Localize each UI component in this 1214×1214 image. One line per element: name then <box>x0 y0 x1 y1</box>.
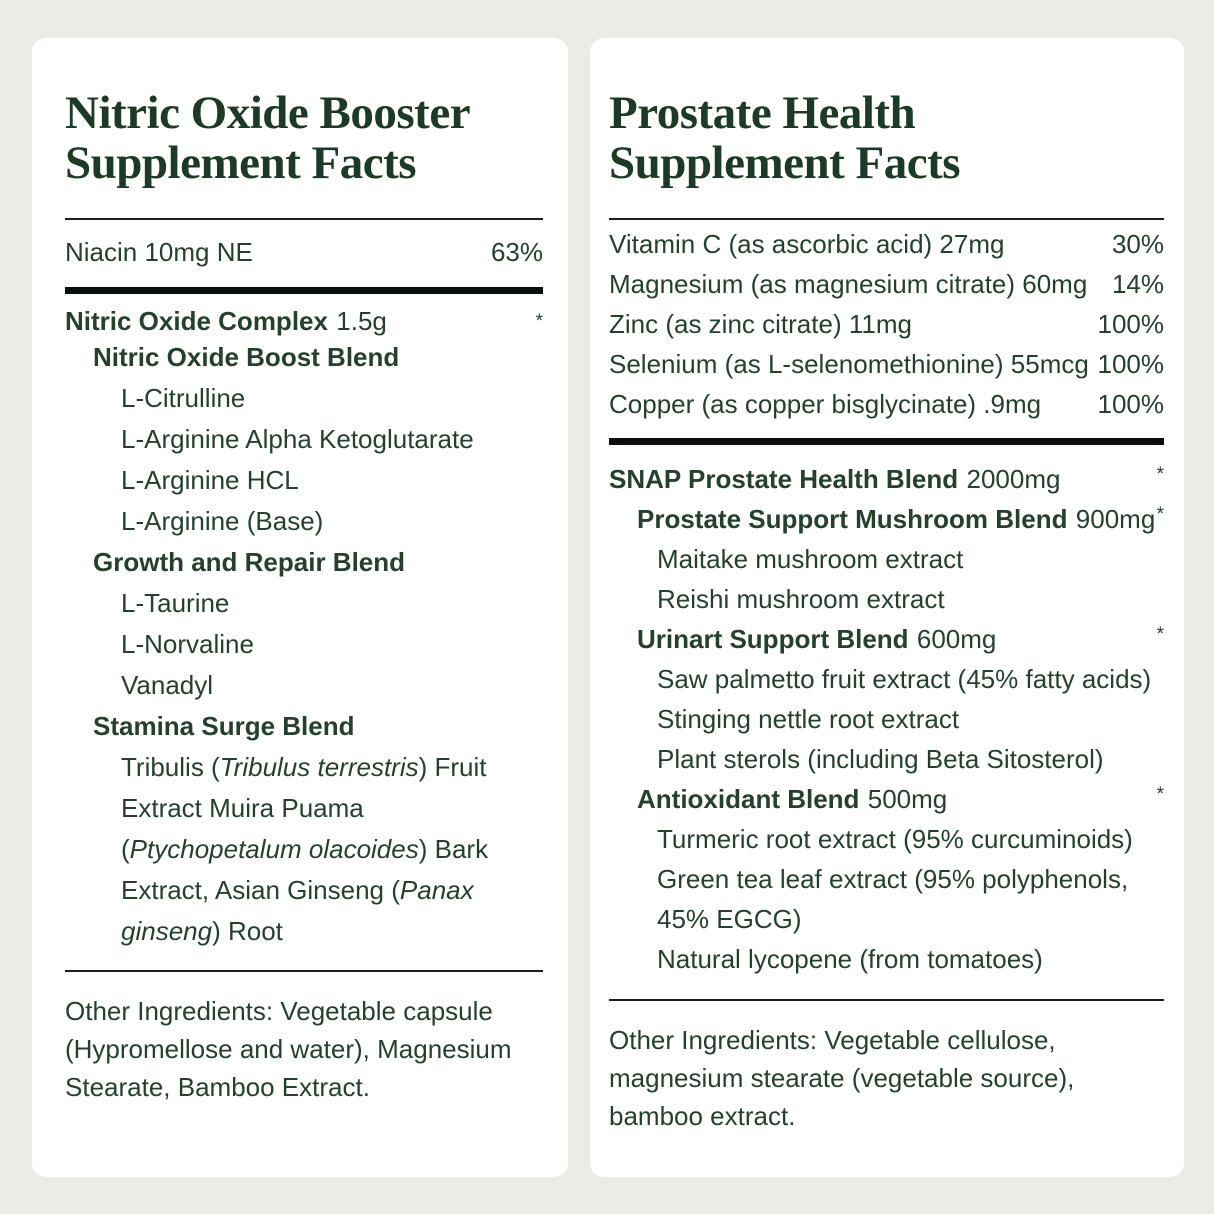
nutrient-row <box>65 220 543 287</box>
blend-item-description <box>65 747 543 952</box>
blend-item: Plant sterols (including Beta Sitosterol) <box>657 744 1104 774</box>
nutrient-daily-value: 100% <box>1097 349 1164 379</box>
blend-name-and-amount <box>637 619 996 659</box>
blend-item: L-Arginine HCL <box>121 465 299 495</box>
blend-heading: Growth and Repair Blend <box>93 547 406 577</box>
nutrient-row <box>609 224 1164 264</box>
botanical-name-italic: Ptychopetalum olacoides <box>129 834 419 864</box>
nutrient-row <box>609 264 1164 304</box>
complex-heading-row <box>65 306 543 337</box>
complex-name-and-amount <box>65 306 387 337</box>
nutrient-daily-value: 100% <box>1097 389 1164 419</box>
blend-name: Prostate Support Mushroom Blend <box>637 504 1068 534</box>
divider-thin <box>609 218 1164 220</box>
sub-blend-heading-row <box>609 619 1164 659</box>
blend-item: L-Norvaline <box>121 629 254 659</box>
blend-item: Maitake mushroom extract <box>657 544 964 574</box>
blend-item: Natural lycopene (from tomatoes) <box>657 944 1043 974</box>
description-text: ) Root <box>212 916 283 946</box>
blend-item: Turmeric root extract (95% curcuminoids) <box>657 824 1133 854</box>
nitric-oxide-booster-card <box>32 38 568 1177</box>
blend-name-and-amount <box>609 459 1060 499</box>
nutrient-label: Zinc (as zinc citrate) 11mg <box>609 309 912 339</box>
nutrient-label: Vitamin C (as ascorbic acid) 27mg <box>609 229 1005 259</box>
nutrient-label: Magnesium (as magnesium citrate) 60mg <box>609 269 1088 299</box>
nutrient-row <box>609 344 1164 384</box>
blend-item: L-Citrulline <box>121 383 246 413</box>
blend-item: Green tea leaf extract (95% polyphenols, 45% EGCG) <box>657 864 1129 934</box>
nutrient-label: Niacin 10mg NE <box>65 237 253 267</box>
blend-item: L-Arginine (Base) <box>121 506 324 536</box>
botanical-name-italic: Panax ginseng <box>121 875 474 946</box>
blend-item: Vanadyl <box>121 670 214 700</box>
blend-heading: Stamina Surge Blend <box>93 711 355 741</box>
panel-title-line2: Supplement Facts <box>65 137 417 189</box>
main-blend-heading-row <box>609 459 1164 499</box>
footnote-asterisk: * <box>535 311 543 332</box>
blend-amount: 500mg <box>867 784 948 814</box>
blend-item: L-Arginine Alpha Ketoglutarate <box>121 424 474 454</box>
divider-thin <box>65 970 543 972</box>
blend-name: Antioxidant Blend <box>637 784 860 814</box>
divider-thick <box>65 287 543 294</box>
footnote-asterisk: * <box>1156 464 1164 485</box>
blend-name-and-amount <box>637 499 1155 539</box>
divider-thick <box>609 438 1164 445</box>
nutrient-daily-value: 100% <box>1097 309 1164 339</box>
prostate-health-card <box>590 38 1184 1177</box>
description-text: ) Fruit Extract Muira Puama ( <box>121 752 487 864</box>
footnote-asterisk: * <box>1156 504 1164 525</box>
blend-item: Saw palmetto fruit extract (45% fatty acids) <box>657 664 1152 694</box>
panel-title-line1: Nitric Oxide Booster <box>65 87 471 139</box>
blend-name: SNAP Prostate Health Blend <box>609 464 959 494</box>
blend-name: Urinart Support Blend <box>637 624 909 654</box>
nutrient-daily-value: 63% <box>490 237 543 267</box>
blend-amount: 2000mg <box>966 464 1061 494</box>
description-text: ) Bark Extract, Asian Ginseng ( <box>121 834 489 905</box>
nitric-oxide-panel-title <box>65 88 543 188</box>
other-ingredients-text: Other Ingredients: Vegetable cellulose, magnesium stearate (vegetable source), bamboo extract. <box>609 1025 1075 1131</box>
nutrient-label: Copper (as copper bisglycinate) .9mg <box>609 389 1042 419</box>
sub-blend-heading-row <box>609 499 1164 539</box>
botanical-name-italic: Tribulus terrestris <box>219 752 419 782</box>
divider-thin <box>609 999 1164 1001</box>
blend-name-and-amount <box>637 779 947 819</box>
nutrient-daily-value: 30% <box>1111 229 1164 259</box>
footnote-asterisk: * <box>1156 784 1164 805</box>
blend-item: Reishi mushroom extract <box>657 584 945 614</box>
complex-amount: 1.5g <box>336 306 387 336</box>
nutrient-row <box>609 384 1164 424</box>
nutrient-row <box>609 304 1164 344</box>
nutrient-label: Selenium (as L-selenomethionine) 55mcg <box>609 349 1089 379</box>
prostate-panel-title <box>609 88 1164 188</box>
description-text: Tribulis ( <box>121 752 220 782</box>
blend-heading: Nitric Oxide Boost Blend <box>93 342 400 372</box>
footnote-asterisk: * <box>1156 624 1164 645</box>
sub-blend-heading-row <box>609 779 1164 819</box>
blend-amount: 900mg <box>1075 504 1156 534</box>
blend-item: L-Taurine <box>121 588 230 618</box>
panel-title-line1: Prostate Health <box>609 87 916 139</box>
other-ingredients-text: Other Ingredients: Vegetable capsule (Hypromellose and water), Magnesium Stearate, Bamboo Extract. <box>65 996 512 1102</box>
complex-name: Nitric Oxide Complex <box>65 306 328 336</box>
panel-title-line2: Supplement Facts <box>609 137 961 189</box>
nutrient-daily-value: 14% <box>1111 269 1164 299</box>
nutrient-rows <box>609 224 1164 424</box>
blend-amount: 600mg <box>916 624 997 654</box>
blend-item: Stinging nettle root extract <box>657 704 960 734</box>
